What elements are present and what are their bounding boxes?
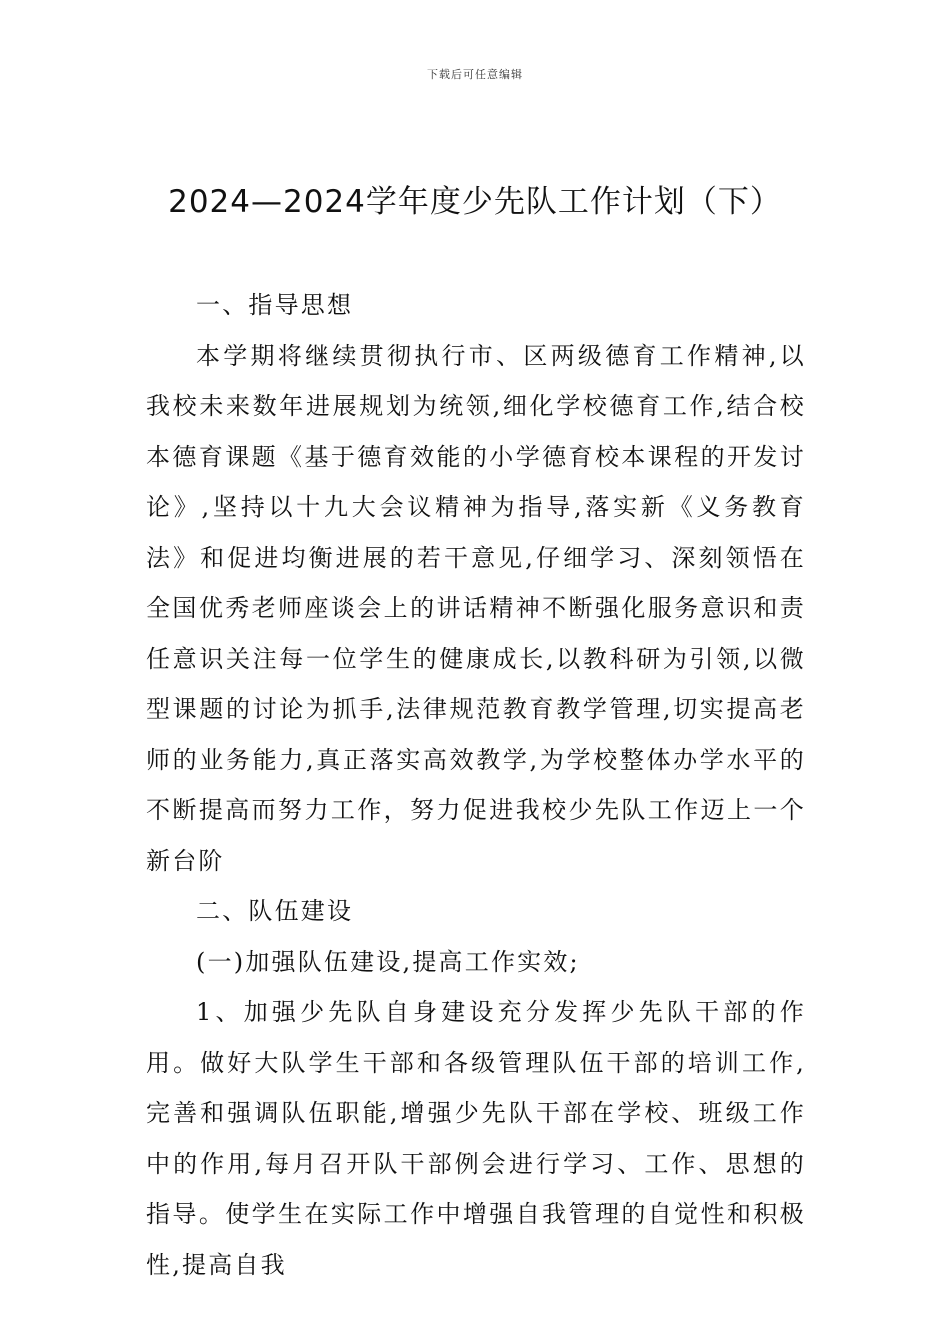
paragraph-guiding-ideology: 本学期将继续贯彻执行市、区两级德育工作精神,以我校未来数年进展规划为统领,细化学校德育工作,结合校本德育课题《基于德育效能的小学德育校本课程的开发讨论》,坚持以十九大会议精神为指导,落实新《义务教育法》和促进均衡进展的若干意见,仔细学习、深刻领悟在全国优秀老师座谈会上的讲话精神不断强化服务意识和责任意识关注每一位学生的健康成长,以教科研为引领,以微型课题的讨论为抓手,法律规范教育教学管理,切实提高老师的业务能力,真正落实高效教学,为学校整体办学水平的不断提高而努力工作，努力促进我校少先队工作迈上一个新台阶 <box>146 341 806 875</box>
header-note: 下载后可任意编辑 <box>427 68 523 81</box>
section-heading-guiding-ideology: 一、指导思想 <box>196 291 354 319</box>
document-title: 2024—2024学年度少先队工作计划（下） <box>168 184 782 220</box>
subheading-strengthen-team: (一)加强队伍建设,提高工作实效; <box>196 947 580 976</box>
paragraph-item-1: 1、加强少先队自身建设充分发挥少先队干部的作用。做好大队学生干部和各级管理队伍干部的培训工作,完善和强调队伍职能,增强少先队干部在学校、班级工作中的作用,每月召开队干部例会进行学习、工作、思想的指导。使学生在实际工作中增强自我管理的自觉性和积极性,提高自我 <box>146 998 806 1279</box>
section-heading-team-building: 二、队伍建设 <box>196 897 354 925</box>
document-body <box>146 280 806 1290</box>
